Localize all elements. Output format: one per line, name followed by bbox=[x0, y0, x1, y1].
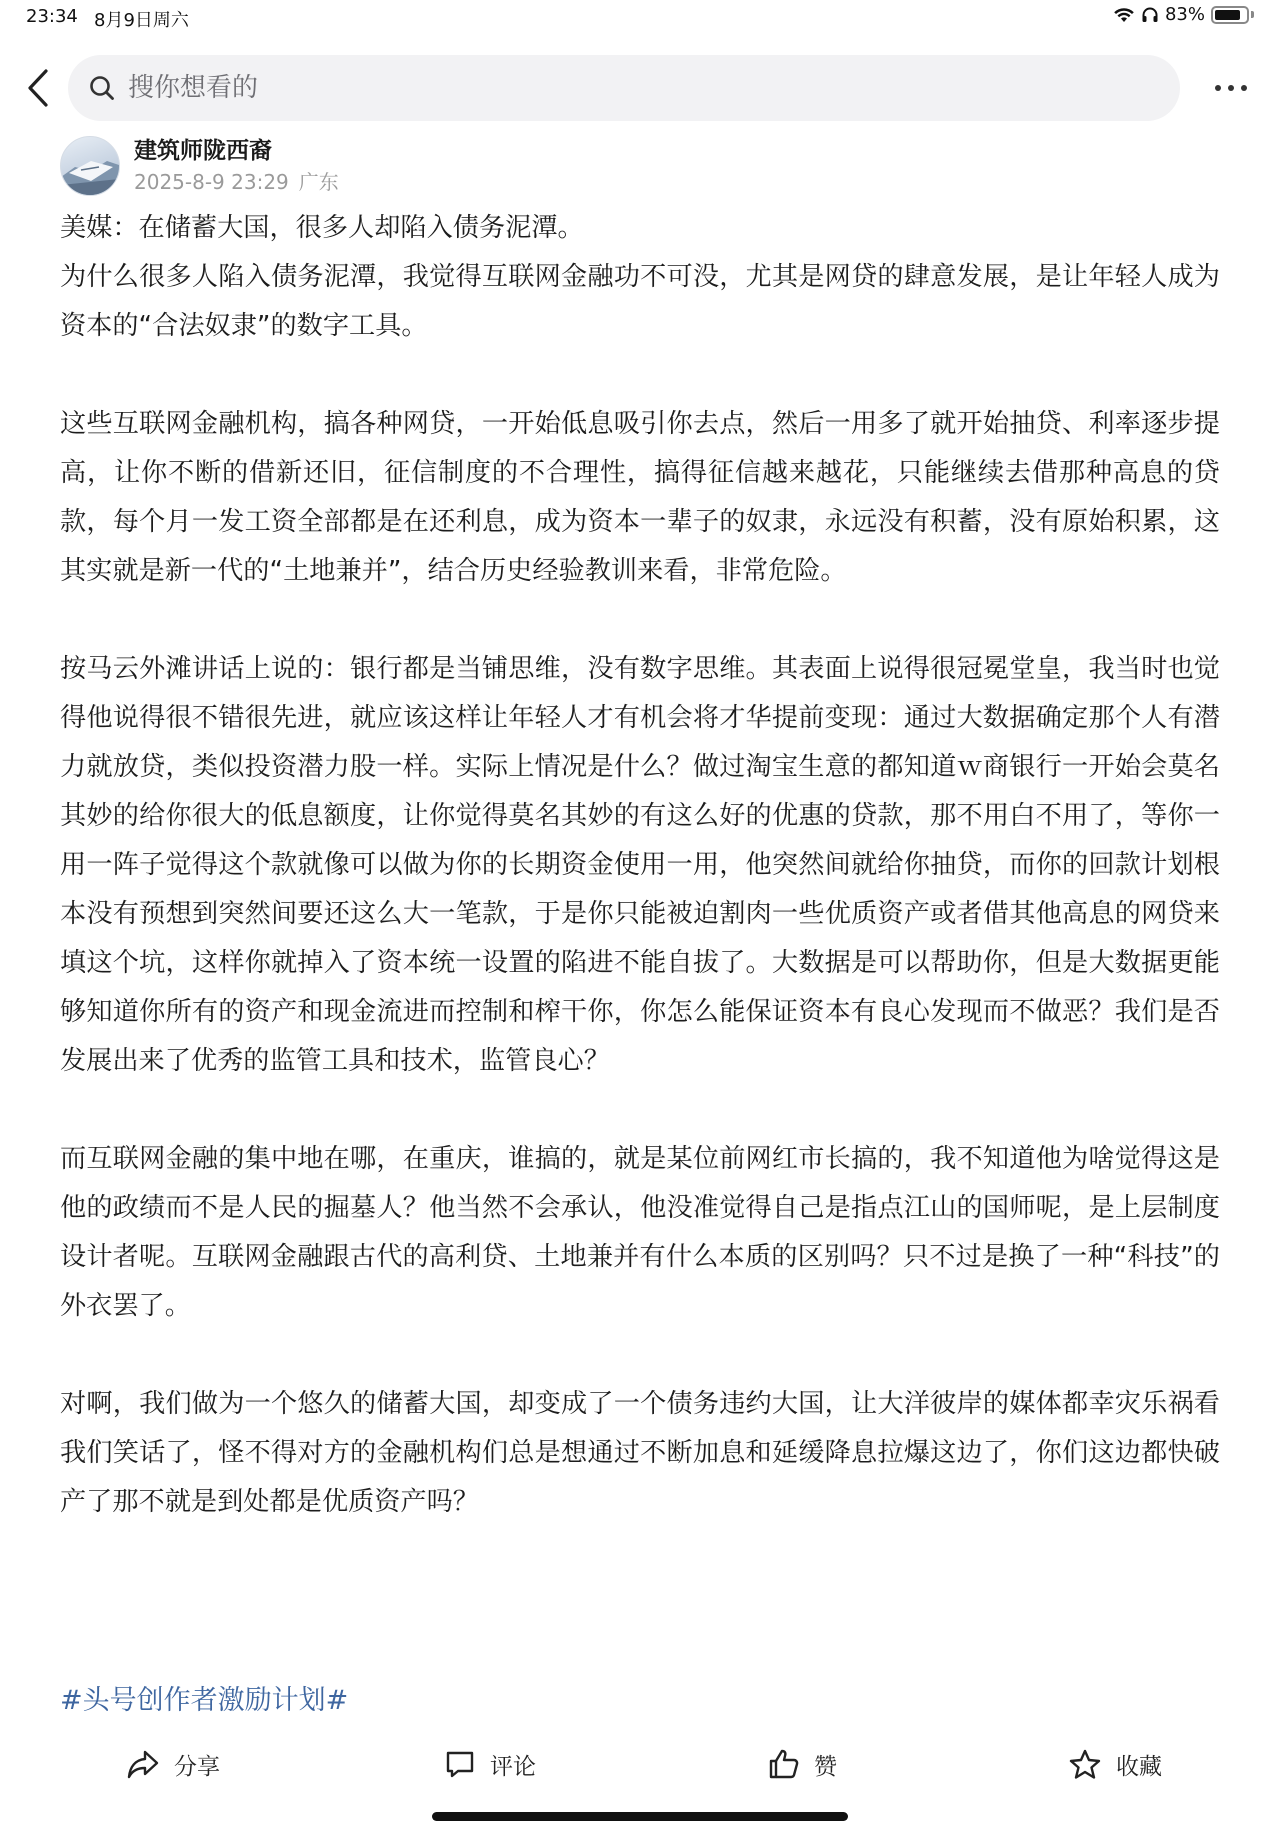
favorite-label: 收藏 bbox=[1116, 1753, 1162, 1780]
author-name[interactable]: 建筑师陇西裔 bbox=[134, 138, 272, 164]
thumbs-up-icon bbox=[768, 1748, 800, 1780]
back-button[interactable] bbox=[18, 64, 58, 112]
like-label: 赞 bbox=[814, 1753, 837, 1780]
comment-icon bbox=[444, 1748, 476, 1780]
article-paragraph: 这些互联网金融机构，搞各种网贷，一开始低息吸引你去点，然后一用多了就开始抽贷、利率逐步提高，让你不断的借新还旧，征信制度的不合理性，搞得征信越来越花，只能继续去借那种高息的贷款，每个月一发工资全部都是在还利息，成为资本一辈子的奴隶，永远没有积蓄，没有原始积累，这其实就是新一代的“土地兼并”，结合历史经验教训来看，非常危险。 bbox=[60, 409, 1220, 586]
comment-button[interactable] bbox=[444, 1736, 536, 1792]
post-date: 2025-8-9 23:29 bbox=[134, 170, 289, 194]
action-bar bbox=[0, 1736, 1280, 1796]
battery-level bbox=[1215, 10, 1240, 20]
author-meta bbox=[134, 169, 339, 195]
battery-icon bbox=[1211, 6, 1249, 24]
wifi-icon bbox=[1113, 6, 1135, 24]
home-indicator[interactable] bbox=[432, 1812, 848, 1821]
more-dots-icon bbox=[1215, 85, 1221, 91]
favorite-button[interactable] bbox=[1068, 1736, 1162, 1792]
article-paragraph: 对啊，我们做为一个悠久的储蓄大国，却变成了一个债务违约大国，让大洋彼岸的媒体都幸灾乐祸看我们笑话了，怪不得对方的金融机构们总是想通过不断加息和延缓降息拉爆这边了，你们这边都快破产了那不就是到处都是优质资产吗？ bbox=[60, 1389, 1220, 1517]
status-time: 23:34 bbox=[26, 6, 78, 27]
star-icon bbox=[1068, 1748, 1102, 1780]
comment-label: 评论 bbox=[490, 1753, 536, 1780]
status-date: 8月9日周六 bbox=[94, 10, 189, 31]
article-paragraph: 美媒：在储蓄大国，很多人却陷入债务泥潭。 bbox=[60, 213, 584, 243]
search-icon bbox=[88, 74, 116, 102]
share-button[interactable] bbox=[126, 1736, 220, 1792]
status-bar bbox=[0, 0, 1280, 36]
more-options-button[interactable] bbox=[1206, 66, 1256, 110]
avatar[interactable] bbox=[60, 136, 120, 196]
share-icon bbox=[126, 1748, 160, 1780]
author-text bbox=[134, 136, 339, 195]
search-bar[interactable] bbox=[68, 55, 1180, 121]
hashtag-link[interactable]: #头号创作者激励计划# bbox=[60, 1685, 349, 1716]
article-paragraph: 按马云外滩讲话上说的：银行都是当铺思维，没有数字思维。其表面上说得很冠冕堂皇，我当时也觉得他说得很不错很先进，就应该这样让年轻人才有机会将才华提前变现：通过大数据确定那个人有潜力就放贷，类似投资潜力股一样。实际上情况是什么？做过淘宝生意的都知道ｗ商银行一开始会莫名其妙的给你很大的低息额度，让你觉得莫名其妙的有这么好的优惠的贷款，那不用白不用了，等你一用一阵子觉得这个款就像可以做为你的长期资金使用一用，他突然间就给你抽贷，而你的回款计划根本没有预想到突然间要还这么大一笔款，于是你只能被迫割肉一些优质资产或者借其他高息的网贷来填这个坑，这样你就掉入了资本统一设置的陷进不能自拔了。大数据是可以帮助你，但是大数据更能够知道你所有的资产和现金流进而控制和榨干你，你怎么能保证资本有良心发现而不做恶？我们是否发展出来了优秀的监管工具和技术，监管良心？ bbox=[60, 654, 1220, 1076]
search-input[interactable] bbox=[126, 72, 1130, 104]
article-paragraph: 为什么很多人陷入债务泥潭，我觉得互联网金融功不可没，尤其是网贷的肆意发展，是让年轻人成为资本的“合法奴隶”的数字工具。 bbox=[60, 262, 1220, 341]
status-indicators bbox=[1113, 4, 1254, 25]
like-button[interactable] bbox=[768, 1736, 837, 1792]
article-paragraph: 而互联网金融的集中地在哪，在重庆，谁搞的，就是某位前网红市长搞的，我不知道他为啥觉得这是他的政绩而不是人民的掘墓人？他当然不会承认，他没准觉得自己是指点江山的国师呢，是上层制度设计者呢。互联网金融跟古代的高利贷、土地兼并有什么本质的区别吗？只不过是换了一种“科技”的外衣罢了。 bbox=[60, 1144, 1220, 1321]
article-body bbox=[60, 204, 1220, 1527]
share-label: 分享 bbox=[174, 1753, 220, 1780]
post-location: 广东 bbox=[298, 170, 339, 194]
chevron-left-icon bbox=[26, 68, 50, 108]
author-block bbox=[60, 136, 339, 196]
battery-cap bbox=[1251, 11, 1254, 18]
battery-percent: 83% bbox=[1164, 4, 1205, 25]
headphones-icon bbox=[1141, 6, 1159, 24]
